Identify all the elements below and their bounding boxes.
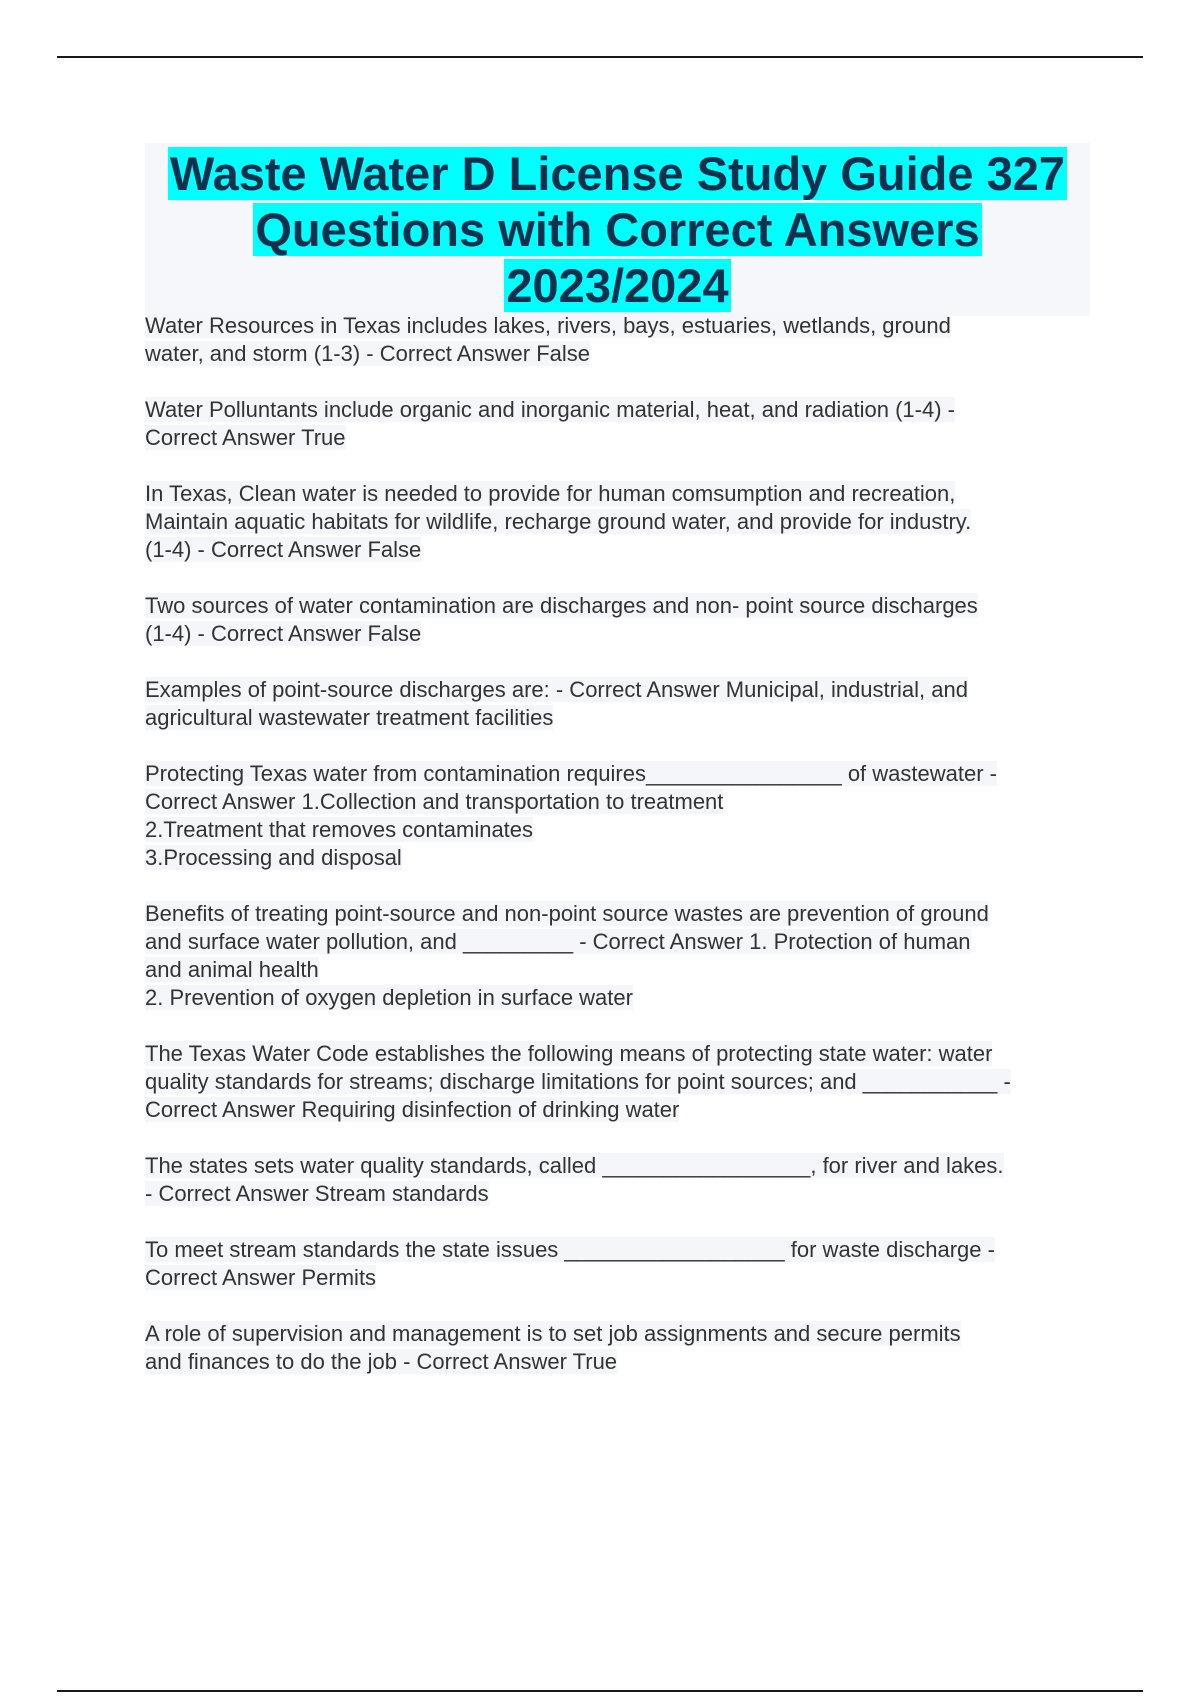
qa-item-line bbox=[145, 1040, 1090, 1068]
qa-item-line bbox=[145, 536, 1090, 564]
qa-item-text: Water Resources in Texas includes lakes, rivers, bays, estuaries, wetlands, ground bbox=[145, 313, 951, 338]
title-line-2: Questions with Correct Answers bbox=[255, 203, 980, 256]
qa-item bbox=[145, 1320, 1090, 1376]
page-title bbox=[145, 146, 1090, 314]
qa-item bbox=[145, 480, 1090, 564]
qa-item-text: Correct Answer Requiring disinfection of drinking water bbox=[145, 1097, 680, 1122]
qa-item-line bbox=[145, 1236, 1090, 1264]
title-line-3: 2023/2024 bbox=[506, 259, 729, 312]
qa-item-text: Correct Answer True bbox=[145, 425, 346, 450]
qa-item bbox=[145, 312, 1090, 368]
qa-item-text: and animal health bbox=[145, 957, 319, 982]
qa-item-line bbox=[145, 1348, 1090, 1376]
qa-item-line bbox=[145, 788, 1090, 816]
qa-item-line bbox=[145, 424, 1090, 452]
qa-item-line bbox=[145, 900, 1090, 928]
qa-item-line bbox=[145, 760, 1090, 788]
qa-item-text: (1-4) - Correct Answer False bbox=[145, 537, 422, 562]
qa-item-text: In Texas, Clean water is needed to provide for human comsumption and recreation, bbox=[145, 481, 956, 506]
qa-item bbox=[145, 676, 1090, 732]
qa-item bbox=[145, 1236, 1090, 1292]
title-line-1: Waste Water D License Study Guide 327 bbox=[170, 147, 1065, 200]
bottom-divider bbox=[57, 1690, 1143, 1692]
qa-item-line bbox=[145, 928, 1090, 956]
qa-item-line bbox=[145, 704, 1090, 732]
qa-item-text: The Texas Water Code establishes the following means of protecting state water: water bbox=[145, 1041, 993, 1066]
qa-item-text: Two sources of water contamination are discharges and non- point source discharges bbox=[145, 593, 978, 618]
qa-item-line bbox=[145, 312, 1090, 340]
qa-item-line bbox=[145, 844, 1090, 872]
qa-item-text: To meet stream standards the state issues __________________ for waste discharge - bbox=[145, 1237, 995, 1262]
top-divider bbox=[57, 56, 1143, 58]
qa-item-line bbox=[145, 956, 1090, 984]
qa-item-line bbox=[145, 1180, 1090, 1208]
qa-item-text: Correct Answer 1.Collection and transportation to treatment bbox=[145, 789, 724, 814]
qa-item bbox=[145, 900, 1090, 1012]
qa-item-text: Water Polluntants include organic and inorganic material, heat, and radiation (1-4) - bbox=[145, 397, 955, 422]
qa-item-line bbox=[145, 1152, 1090, 1180]
qa-item-line bbox=[145, 676, 1090, 704]
qa-item-text: 2.Treatment that removes contaminates bbox=[145, 817, 534, 842]
title-block bbox=[145, 143, 1090, 316]
qa-item-text: Protecting Texas water from contamination requires________________ of wastewater - bbox=[145, 761, 997, 786]
qa-item bbox=[145, 396, 1090, 452]
qa-item-text: and surface water pollution, and _________ - Correct Answer 1. Protection of human bbox=[145, 929, 971, 954]
qa-item-text: (1-4) - Correct Answer False bbox=[145, 621, 422, 646]
qa-item-text: water, and storm (1-3) - Correct Answer False bbox=[145, 341, 591, 366]
qa-item-text: The states sets water quality standards, called _________________, for river and lakes. bbox=[145, 1153, 1004, 1178]
qa-item-line bbox=[145, 1264, 1090, 1292]
qa-item-line bbox=[145, 340, 1090, 368]
qa-item-text: A role of supervision and management is to set job assignments and secure permits bbox=[145, 1321, 961, 1346]
qa-item-text: quality standards for streams; discharge limitations for point sources; and ___________ - bbox=[145, 1069, 1011, 1094]
qa-item-text: Correct Answer Permits bbox=[145, 1265, 377, 1290]
qa-item-text: 2. Prevention of oxygen depletion in surface water bbox=[145, 985, 633, 1010]
qa-item-line bbox=[145, 1068, 1090, 1096]
qa-item-text: Benefits of treating point-source and non-point source wastes are prevention of ground bbox=[145, 901, 989, 926]
qa-item bbox=[145, 592, 1090, 648]
qa-item-text: Maintain aquatic habitats for wildlife, recharge ground water, and provide for industry. bbox=[145, 509, 972, 534]
qa-item-line bbox=[145, 480, 1090, 508]
qa-item-line bbox=[145, 396, 1090, 424]
qa-item-text: Examples of point-source discharges are: - Correct Answer Municipal, industrial, and bbox=[145, 677, 968, 702]
qa-item bbox=[145, 760, 1090, 872]
qa-item-line bbox=[145, 1096, 1090, 1124]
qa-item-line bbox=[145, 592, 1090, 620]
qa-item-text: - Correct Answer Stream standards bbox=[145, 1181, 489, 1206]
qa-item bbox=[145, 1152, 1090, 1208]
qa-item-text: 3.Processing and disposal bbox=[145, 845, 402, 870]
qa-item-text: and finances to do the job - Correct Answer True bbox=[145, 1349, 618, 1374]
qa-item-line bbox=[145, 816, 1090, 844]
qa-item bbox=[145, 1040, 1090, 1124]
qa-item-line bbox=[145, 1320, 1090, 1348]
qa-list bbox=[145, 312, 1090, 1404]
qa-item-line bbox=[145, 620, 1090, 648]
qa-item-line bbox=[145, 508, 1090, 536]
qa-item-text: agricultural wastewater treatment facilities bbox=[145, 705, 554, 730]
qa-item-line bbox=[145, 984, 1090, 1012]
